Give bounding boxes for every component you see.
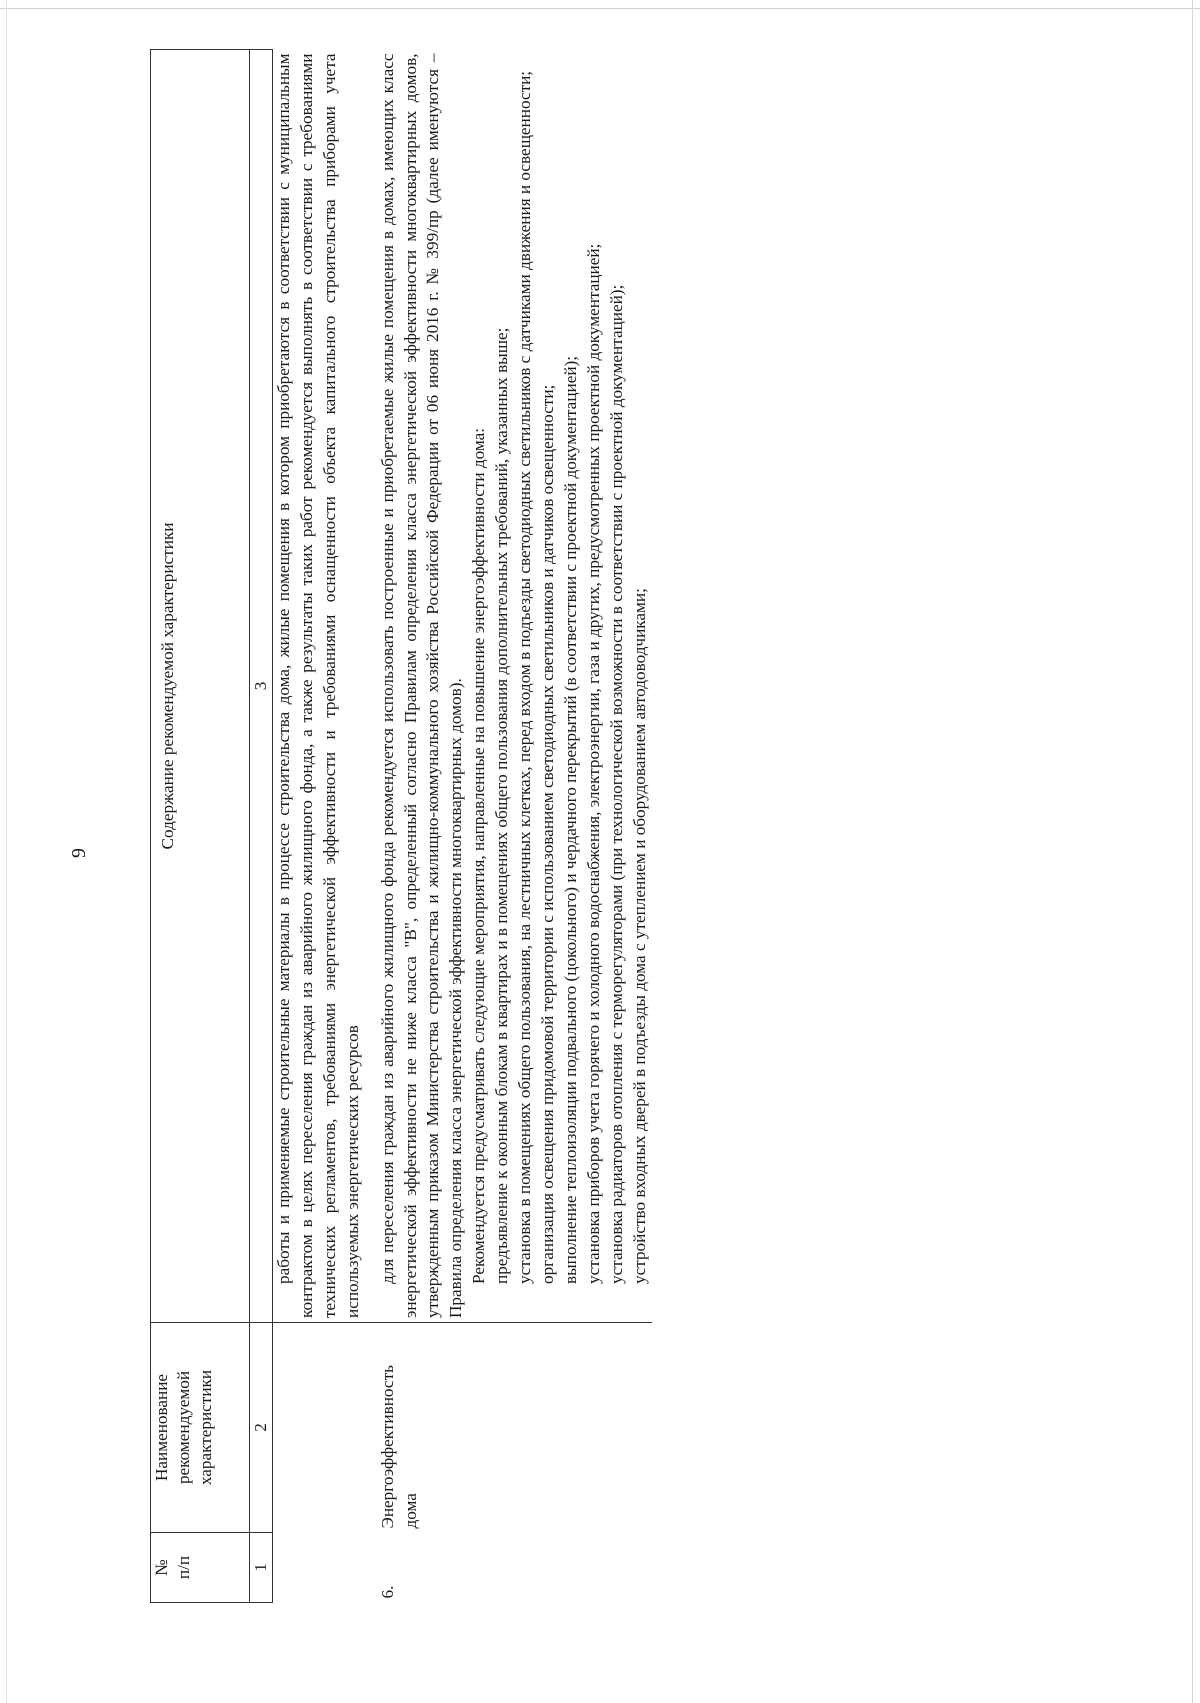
- table-row-6: [377, 50, 652, 1603]
- row-name: Энергоэффективность дома: [377, 1365, 420, 1529]
- recommended-characteristics-table: [150, 49, 652, 1603]
- header-name: [151, 1323, 250, 1533]
- table-header-row: [151, 50, 250, 1603]
- header-content: [151, 50, 250, 1323]
- paragraph: установка в помещениях общего пользования, на лестничных клетках, перед входом в подъезды светодиодных светильников с датчиками движения и освещенности;: [515, 70, 535, 1284]
- continuation-content: [273, 50, 365, 1323]
- paragraph: для переселения граждан из аварийного жилищного фонда рекомендуется использовать построенные и приобретаемые жилые помещения в домах, имеющих класс энергетической эффективности не ниже класса "B", определенный согласно Правилам определения класса энергетической эффективности многоквартирных домов, утвержденным приказом Министерства строительства и жилищно-коммунального хозяйства Российской Федерации от 06 июня 2016 г. № 399/пр (далее именуются – Правила определения класса энергетической эффективности многоквартирных домов).: [377, 53, 466, 1318]
- paragraph: предъявление к оконным блокам в квартирах и в помещениях общего пользования дополнительных требований, указанных выше;: [492, 327, 512, 1284]
- paragraph: работы и применяемые строительные материалы в процессе строительства дома, жилые помещения в котором приобретаются в соответствии с муниципальным контрактом в целях переселения граждан из аварийного жилищного фонда, а также результаты таких работ рекомендуется выполнять в соответствии с требованиями технических регламентов, требованиями энергетической эффективности и требованиями оснащенности объекта капитального строительства приборами учета используемых энергетических ресурсов: [274, 53, 362, 1318]
- header-number: [151, 1533, 250, 1603]
- column-number-row: [250, 50, 273, 1603]
- paragraph: установка приборов учета горячего и холодного водоснабжения, электроэнергии, газа и других, предусмотренных проектной документацией;: [583, 243, 603, 1284]
- page-number: 9: [68, 848, 90, 858]
- paragraph: Рекомендуется предусматривать следующие мероприятия, направленные на повышение энергоэффективности дома:: [469, 428, 489, 1284]
- paragraph: установка радиаторов отопления с терморегуляторами (при технологической возможности в соответствии с проектной документацией);: [606, 284, 626, 1284]
- paragraph: организация освещения придомовой территории с использованием светодиодных светильников и датчиков освещенности;: [537, 384, 557, 1284]
- row-content: [377, 50, 652, 1323]
- row-number: 6.: [377, 1585, 397, 1599]
- column-number-3: 3: [250, 50, 273, 1323]
- table-row-continuation: [273, 50, 365, 1603]
- paragraph: устройство входных дверей в подъезды дома с утеплением и оборудованием автодоводчиками;: [629, 588, 649, 1284]
- header-name-label: Наименование рекомендуемой характеристики: [152, 1369, 215, 1486]
- column-number-2: 2: [250, 1323, 273, 1533]
- header-number-label: № п/п: [152, 1555, 193, 1580]
- column-number-1: 1: [250, 1533, 273, 1603]
- paragraph: выполнение теплоизоляции подвального (цокольного) и чердачного перекрытий (в соответствии с проектной документацией);: [560, 355, 580, 1284]
- header-content-label: Содержание рекомендуемой характеристики: [158, 522, 177, 850]
